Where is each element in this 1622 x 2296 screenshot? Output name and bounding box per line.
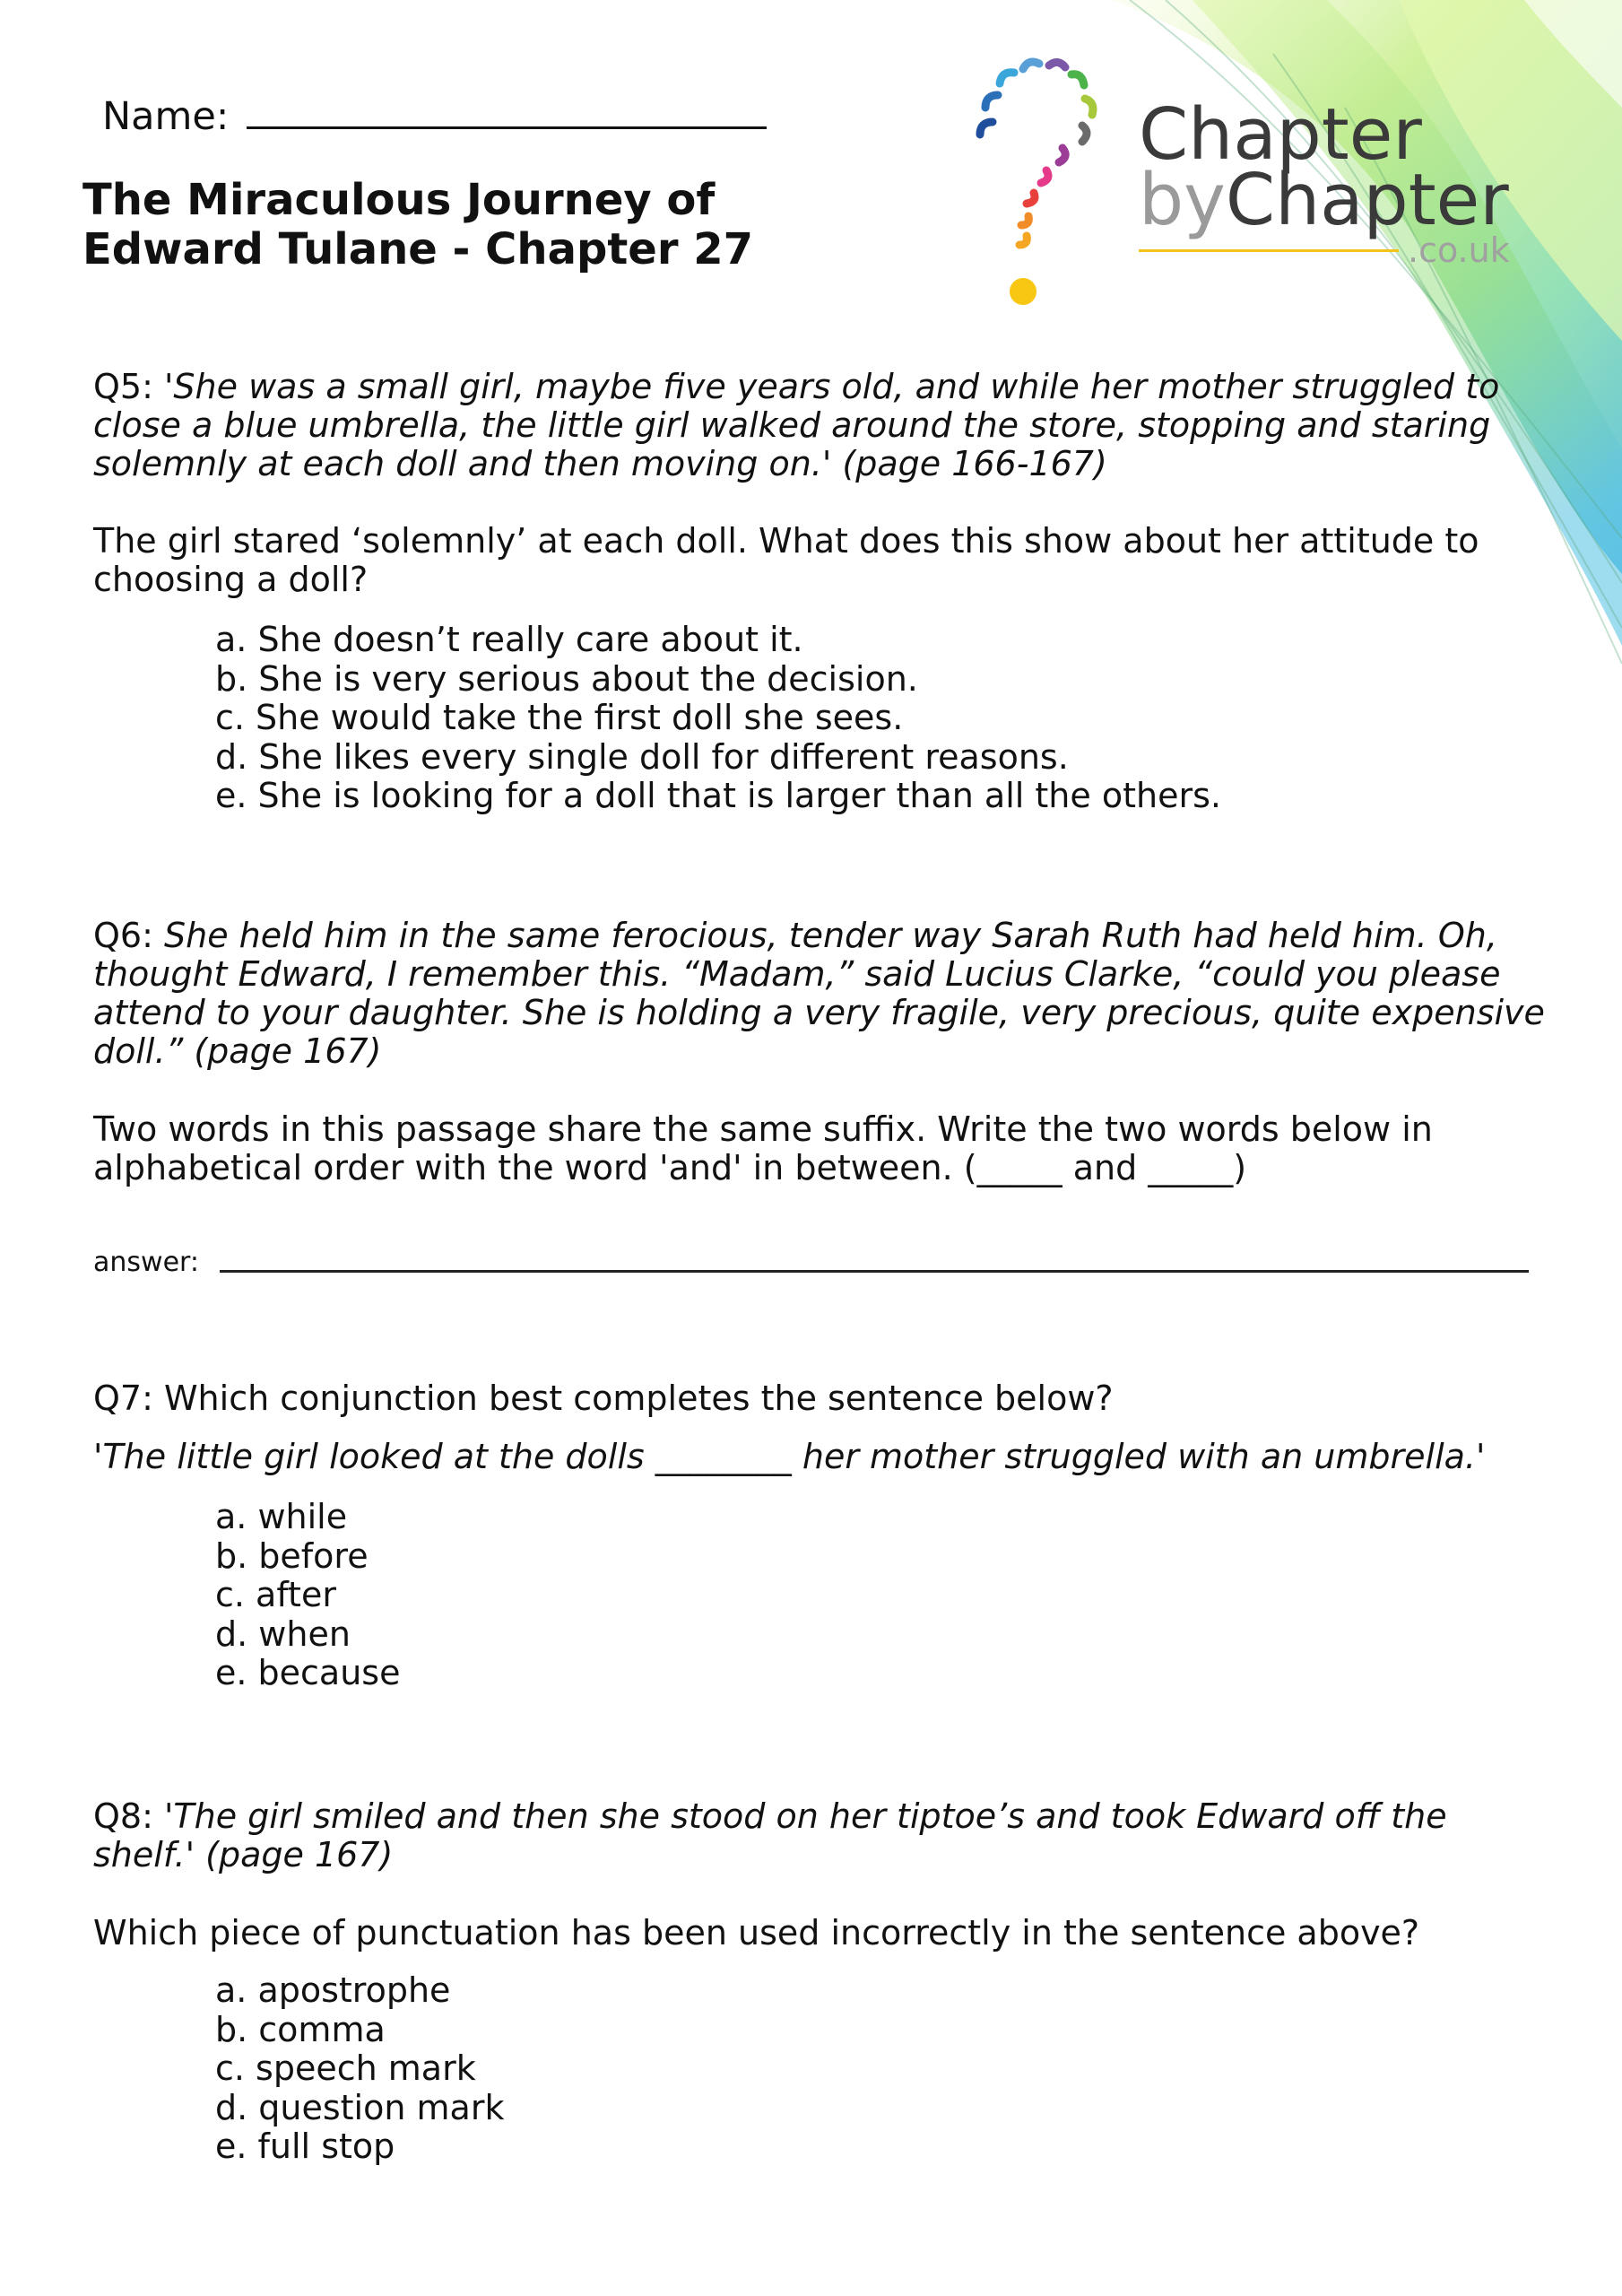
- name-field-row: [102, 90, 767, 144]
- q5-option-c[interactable]: c. She would take the first doll she sees.: [215, 698, 904, 737]
- q8-option-a[interactable]: a. apostrophe: [215, 1970, 451, 2010]
- name-label: Name:: [102, 94, 230, 139]
- q5-quote: 'She was a small girl, maybe five years old, and while her mother struggled to close a blue umbrella, the little girl walked around the store, stopping and staring solemnly at each doll and then moving on.' (page 166-167): [93, 367, 1500, 483]
- chapter-by-chapter-logo: [964, 49, 1538, 318]
- q7-option-b[interactable]: b. before: [215, 1535, 369, 1576]
- q5-option-b[interactable]: b. She is very serious about the decision.: [215, 658, 918, 699]
- q6-label: Q6:: [93, 916, 153, 955]
- q5-prompt: The girl stared ‘solemnly’ at each doll. What does this show about her attitude to choosing a doll?: [93, 521, 1479, 599]
- q7-prompt: Which conjunction best completes the sentence below?: [163, 1378, 1114, 1418]
- q8-options: [215, 1971, 504, 2167]
- brand-by: by: [1139, 159, 1226, 241]
- q8-option-e[interactable]: e. full stop: [215, 2126, 395, 2166]
- q8-option-b[interactable]: b. comma: [215, 2009, 386, 2049]
- q5-option-e[interactable]: e. She is looking for a doll that is larger than all the others.: [215, 776, 1221, 815]
- q8-quote: 'The girl smiled and then she stood on her tiptoe’s and took Edward off the shelf.' (page 167): [93, 1796, 1447, 1874]
- q8-prompt: Which piece of punctuation has been used incorrectly in the sentence above?: [93, 1913, 1420, 1952]
- brand-line-1: Chapter: [1139, 93, 1422, 176]
- question-mark-books-icon: [964, 49, 1125, 318]
- q5-option-d[interactable]: d. She likes every single doll for different reasons.: [215, 736, 1069, 777]
- q8-option-c[interactable]: c. speech mark: [215, 2048, 476, 2088]
- q8-option-d[interactable]: d. question mark: [215, 2087, 505, 2127]
- q6-answer-label: answer:: [93, 1247, 199, 1278]
- q7-option-a[interactable]: a. while: [215, 1497, 348, 1536]
- title-line-2: Edward Tulane - Chapter 27: [82, 224, 754, 274]
- q7-option-c[interactable]: c. after: [215, 1575, 336, 1614]
- q5-options: [215, 621, 1221, 816]
- brand-line-2: [1139, 159, 1509, 241]
- q6-prompt: Two words in this passage share the same suffix. Write the two words below in alphabetical order with the word 'and' in between. (_____ and _____): [93, 1109, 1433, 1187]
- q7-prompt-block: [93, 1379, 1555, 1418]
- q8-quote-block: [93, 1797, 1555, 1874]
- q5-label: Q5:: [93, 367, 153, 406]
- q5-option-a[interactable]: a. She doesn’t really care about it.: [215, 620, 803, 659]
- q5-quote-block: [93, 368, 1555, 483]
- q7-sentence: 'The little girl looked at the dolls ________ her mother struggled with an umbrella.': [93, 1437, 1486, 1476]
- brand-domain: .co.uk: [1408, 230, 1510, 270]
- q6-quote: She held him in the same ferocious, tender way Sarah Ruth had held him. Oh, thought Edward, I remember this. “Madam,” said Lucius Clarke, “could you please attend to your daughter. She is holding a very fragile, very precious, quite expensive doll.” (page 167): [93, 916, 1545, 1071]
- q8-label: Q8:: [93, 1796, 153, 1836]
- worksheet-title: [82, 176, 889, 274]
- name-blank-line[interactable]: [247, 92, 767, 129]
- q7-option-e[interactable]: e. because: [215, 1653, 401, 1692]
- q7-label: Q7:: [93, 1378, 153, 1418]
- title-line-1: The Miraculous Journey of: [82, 175, 716, 225]
- q6-quote-block: [93, 917, 1555, 1071]
- brand-chapter: Chapter: [1225, 159, 1509, 241]
- q6-answer-line[interactable]: [220, 1270, 1529, 1273]
- q7-option-d[interactable]: d. when: [215, 1613, 351, 1654]
- brand-underline: [1139, 249, 1399, 252]
- q7-options: [215, 1498, 400, 1693]
